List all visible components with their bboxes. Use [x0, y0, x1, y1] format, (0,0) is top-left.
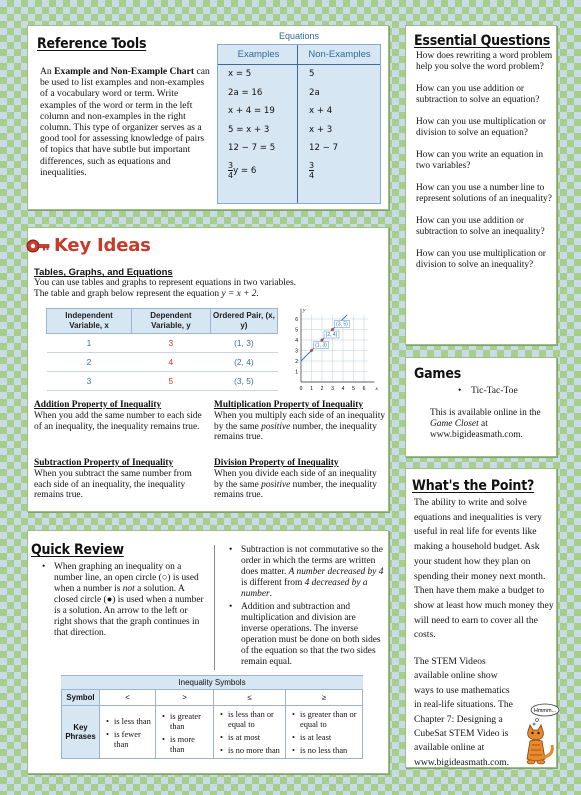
- multiplication-property: Multiplication Property of Inequality When you multiply each side of an inequality by the same positive number, the inequality remains true.: [214, 400, 386, 443]
- addition-property: Addition Property of Inequality When you add the same number to each side of an inequality, the inequality remains true.: [34, 400, 202, 432]
- y-tick-label: 2: [295, 359, 298, 365]
- whats-the-point-title: What's the Point?: [412, 478, 535, 494]
- whats-the-point-panel: [405, 468, 557, 768]
- symbol-cell: >: [156, 690, 214, 706]
- essential-questions-panel: [405, 25, 557, 345]
- question: How can you use a number line to represent solutions of an inequality?: [416, 183, 552, 204]
- example-nonexample-chart: [217, 29, 381, 205]
- data-point: [331, 328, 334, 331]
- intro-text: The table and graph below represent the equation y = x + 2.: [34, 289, 259, 299]
- question: How can you use addition or subtraction to solve an inequality?: [416, 216, 545, 237]
- key-ideas-panel: [27, 227, 389, 512]
- reference-tools-description: An Example and Non-Example Chart can be used to list examples and non-examples of a vocabulary word or term. Write examples of the word or term in the left column and non-examples in the right column. This type of organizer serves as a good tool for assessing knowledge of pairs of topics that have subtle but important differences, such as equations and inequalities.: [40, 66, 210, 178]
- chart-title: Equations: [278, 31, 320, 41]
- table-row: 1 3 (1, 3): [47, 334, 278, 353]
- question: How can you use addition or subtraction to solve an equation?: [416, 84, 540, 105]
- games-info: This is available online in the Game Closet at www.bigideasmath.com.: [430, 408, 541, 440]
- games-panel: [405, 357, 557, 457]
- point-text: The ability to write and solve equations and inequalities is very useful in real life for events like making a household budget. Ask your student how they plan on spending their money next month. Then have them make a budget to show at least how much money they will need to earn to cover all the costs.: [414, 497, 554, 641]
- table-row: 5 = x + 3 x + 3: [228, 124, 333, 135]
- review-bullet: • Addition and subtraction and multiplication and division are inverse operations. The inverse operation must be done on both sides of the equation so that the two sides remain equal.: [225, 602, 384, 668]
- symbol-label: Symbol: [62, 690, 100, 706]
- quick-review-panel: [27, 530, 389, 774]
- x-tick-label: 2: [320, 386, 324, 392]
- y-tick-label: 6: [295, 317, 298, 323]
- question: How can you use multiplication or division to solve an inequality?: [416, 249, 546, 270]
- table-row: 3 4 y = 6 3 4: [228, 161, 315, 180]
- reference-tools-panel: [27, 25, 389, 210]
- reference-tools-title: Reference Tools: [37, 36, 147, 52]
- equations-table: [217, 44, 381, 204]
- question: How does rewriting a word problem help you solve the word problem?: [416, 51, 553, 72]
- examples-header: Examples: [237, 49, 280, 60]
- point-label: (1, 3): [315, 342, 327, 349]
- point-label: (3, 5): [336, 321, 348, 328]
- key-icon: [26, 238, 50, 254]
- inequality-table-title: Inequality Symbols: [61, 675, 363, 689]
- table-row: x + 4 = 19 x + 4: [228, 106, 333, 116]
- key-phrases-label: Key Phrases: [62, 706, 100, 759]
- quick-review-title: Quick Review: [31, 542, 124, 558]
- table-header: Dependent Variable, y: [132, 309, 211, 334]
- thought-bubble-text: Hmmm...: [533, 708, 557, 714]
- table-row: 2a = 16 2a: [228, 87, 320, 98]
- review-bullet: • When graphing an inequality on a number line, an open circle (○) is used when a number is not a solution. A closed circle (●) is used when a number is a solution. An arrow to the left or right shows that the graph continues in that direction.: [38, 562, 204, 639]
- nonexamples-header: Non-Examples: [308, 49, 371, 60]
- x-tick-label: 0: [299, 386, 303, 392]
- section-subtitle: Tables, Graphs, and Equations: [34, 267, 173, 278]
- coordinate-graph: [291, 304, 381, 394]
- symbol-cell: <: [100, 690, 156, 706]
- intro-text: You can use tables and graphs to represent equations in two variables.: [34, 278, 297, 288]
- y-tick-label: 1: [295, 369, 298, 376]
- data-point: [310, 349, 313, 352]
- games-title: Games: [414, 366, 462, 382]
- table-header: Ordered Pair, (x, y): [210, 309, 277, 334]
- stem-video-text: The STEM Videos available online show ways to use mathematics in real-life situations. The Chapter 7: Designing a CubeSat STEM Video is available online at www.bigideasmath.com.: [414, 656, 513, 768]
- point-label: (2, 4): [325, 332, 338, 339]
- division-property: Division Property of Inequality When you divide each side of an inequality by the same positive number, the inequality remains true.: [214, 458, 377, 501]
- data-point: [321, 339, 324, 342]
- game-item: • Tic-Tac-Toe: [458, 385, 518, 396]
- x-tick-label: 1: [310, 386, 313, 392]
- phrases-cell: • is greater than • is more than: [156, 706, 214, 759]
- x-tick-label: 5: [352, 386, 355, 392]
- x-tick-label: 3: [331, 386, 334, 392]
- xy-table: [46, 308, 278, 391]
- table-row: 12 − 7 = 5 12 − 7: [228, 143, 339, 153]
- inequality-symbols-table: [61, 675, 363, 759]
- y-axis-label: y: [303, 307, 306, 314]
- table-row: x = 5 5: [228, 69, 315, 79]
- y-tick-label: 4: [295, 338, 298, 344]
- key-ideas-title: Key Ideas: [54, 235, 151, 256]
- symbol-cell: ≥: [286, 690, 363, 706]
- symbol-cell: ≤: [214, 690, 286, 706]
- table-header: Independent Variable, x: [47, 309, 132, 334]
- x-tick-label: 6: [362, 386, 366, 392]
- y-tick-label: 5: [295, 327, 298, 334]
- subtraction-property: Subtraction Property of Inequality When you subtract the same number from each side of an inequality, the inequality remains true.: [34, 458, 192, 501]
- phrases-cell: • is less than • is fewer than: [100, 706, 156, 759]
- question: How can you write an equation in two variables?: [416, 150, 544, 171]
- cat-mascot-icon: [518, 701, 560, 767]
- x-tick-label: 4: [341, 386, 345, 392]
- table-row: 2 4 (2, 4): [47, 353, 278, 372]
- essential-questions-title: Essential Questions: [414, 33, 551, 49]
- question: How can you use multiplication or division to solve an equation?: [416, 117, 546, 138]
- x-axis-label: x: [375, 386, 378, 392]
- review-bullet: • Subtraction is not commutative so the order in which the terms are written does matter. A number decreased by 4 is different from 4 decreased by a number.: [225, 545, 384, 600]
- phrases-cell: • is greater than or equal to • is at least • is no less than: [286, 706, 363, 759]
- y-tick-label: 3: [295, 348, 298, 355]
- phrases-cell: • is less than or equal to • is at most • is no more than: [214, 706, 286, 759]
- table-row: 3 5 (3, 5): [47, 372, 278, 391]
